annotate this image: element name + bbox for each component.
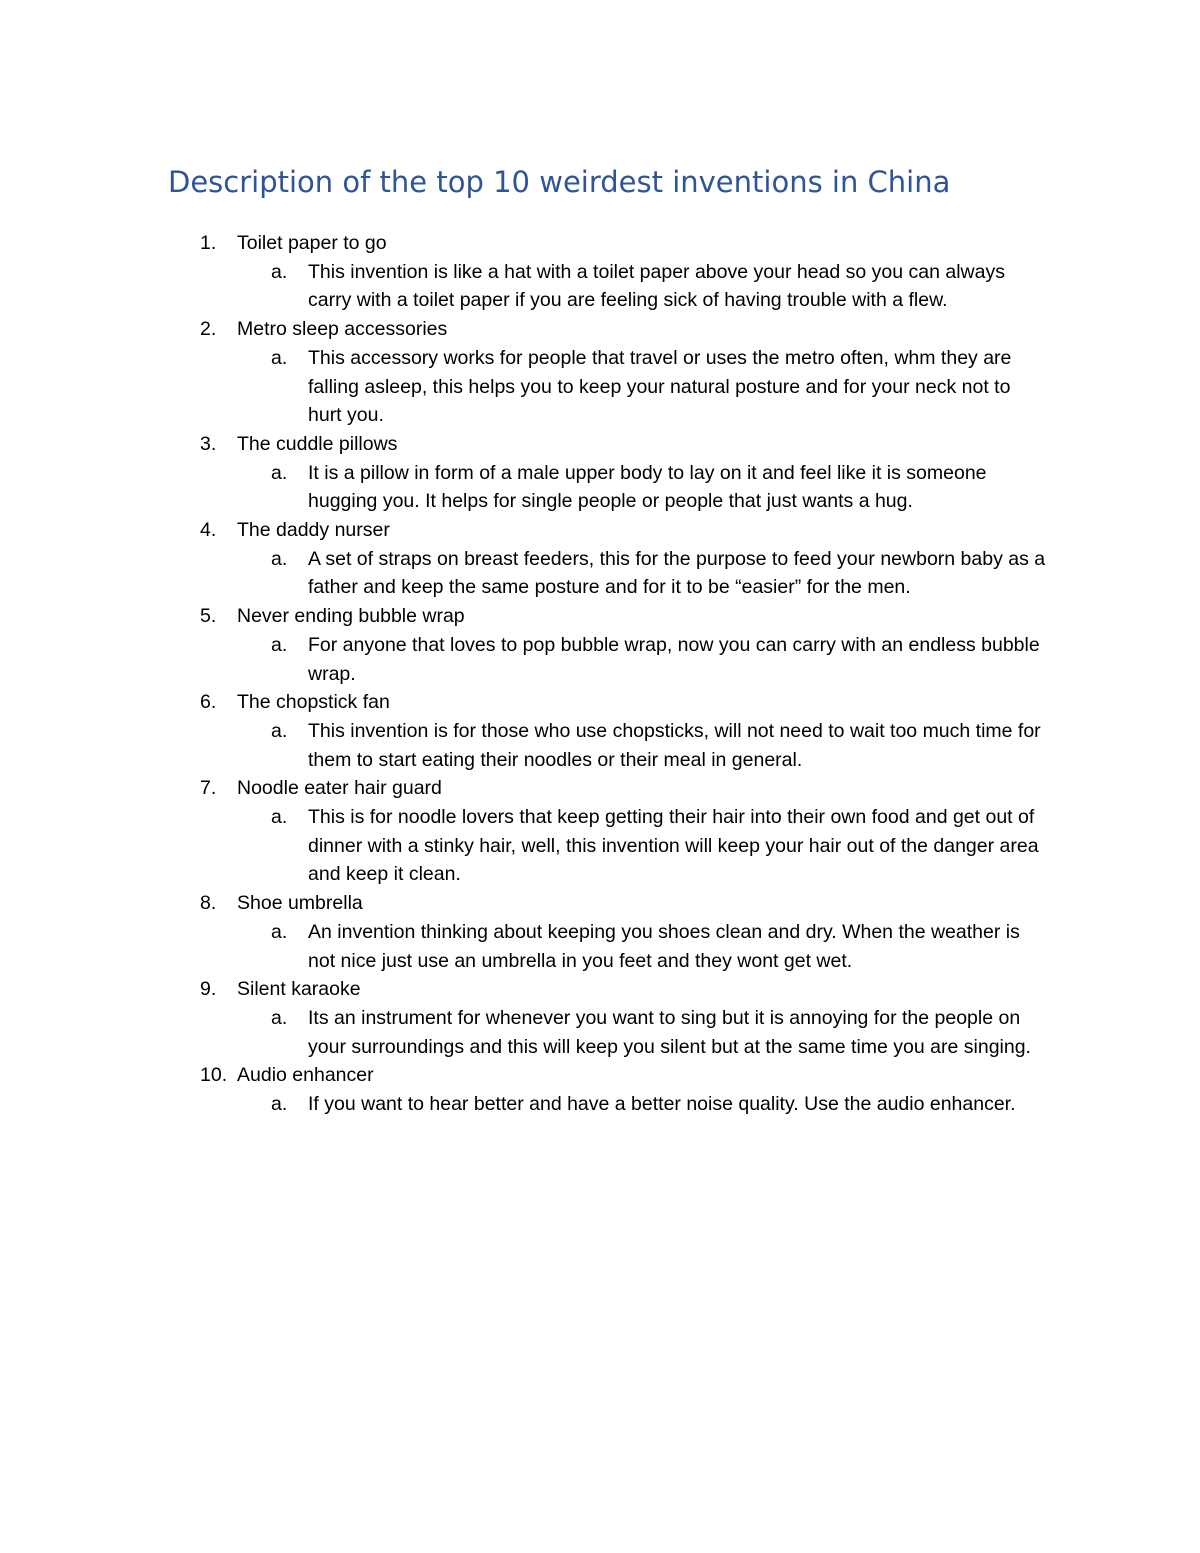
list-item (168, 975, 1048, 1061)
sub-item-letter: a. (271, 260, 288, 283)
item-label: The cuddle pillows (237, 432, 398, 455)
inventions-list (168, 229, 1048, 1119)
sub-list (237, 258, 1048, 315)
list-item (168, 229, 1048, 315)
sub-list (237, 545, 1048, 602)
sub-list-item (237, 717, 1048, 774)
item-number: 5. (200, 605, 217, 628)
sub-list (237, 1090, 1048, 1119)
item-number: 3. (200, 432, 217, 455)
sub-list-item (237, 545, 1048, 602)
list-item (168, 1061, 1048, 1118)
sub-item-letter: a. (271, 1093, 288, 1116)
list-item (168, 602, 1048, 688)
item-description: Its an instrument for whenever you want to sing but it is annoying for the people on your surroundings and this will keep you silent but at the same time you are singing. (308, 1006, 1031, 1058)
item-description: This accessory works for people that travel or uses the metro often, whm they are falling asleep, this helps you to keep your natural posture and for your neck not to hurt you. (308, 346, 1012, 427)
sub-list-item (237, 918, 1048, 975)
sub-list (237, 918, 1048, 975)
sub-list (237, 459, 1048, 516)
item-description: This invention is like a hat with a toilet paper above your head so you can always carry with a toilet paper if you are feeling sick of having trouble with a flew. (308, 260, 1005, 312)
item-description: For anyone that loves to pop bubble wrap, now you can carry with an endless bubble wrap. (308, 633, 1040, 685)
sub-list-item (237, 1090, 1048, 1119)
list-item (168, 516, 1048, 602)
sub-item-letter: a. (271, 920, 288, 943)
item-number: 9. (200, 978, 217, 1001)
item-label: Silent karaoke (237, 978, 361, 1001)
list-item (168, 774, 1048, 889)
sub-item-letter: a. (271, 346, 288, 369)
item-number: 2. (200, 318, 217, 341)
sub-item-letter: a. (271, 719, 288, 742)
item-description: It is a pillow in form of a male upper body to lay on it and feel like it is someone hugging you. It helps for single people or people that just wants a hug. (308, 461, 987, 513)
sub-list-item (237, 1004, 1048, 1061)
sub-item-letter: a. (271, 806, 288, 829)
sub-list (237, 1004, 1048, 1061)
item-label: Noodle eater hair guard (237, 777, 442, 800)
item-number: 1. (200, 232, 217, 254)
item-number: 8. (200, 892, 217, 915)
item-number: 10. (200, 1064, 228, 1087)
item-description: If you want to hear better and have a better noise quality. Use the audio enhancer. (308, 1093, 1016, 1116)
item-description: A set of straps on breast feeders, this for the purpose to feed your newborn baby as a father and keep the same posture and for it to be “easier” for the men. (308, 547, 1046, 599)
item-label: Audio enhancer (237, 1064, 374, 1087)
sub-item-letter: a. (271, 461, 288, 484)
item-label: Never ending bubble wrap (237, 605, 465, 628)
sub-list-item (237, 258, 1048, 315)
item-number: 4. (200, 519, 217, 542)
list-item (168, 315, 1048, 430)
document-title: Description of the top 10 weirdest inventions in China (168, 165, 951, 199)
sub-list (237, 717, 1048, 774)
item-number: 7. (200, 777, 217, 800)
item-label: Shoe umbrella (237, 892, 363, 915)
item-label: The chopstick fan (237, 691, 390, 714)
list-item (168, 430, 1048, 516)
sub-item-letter: a. (271, 633, 288, 656)
item-number: 6. (200, 691, 217, 714)
item-description: An invention thinking about keeping you shoes clean and dry. When the weather is not nice just use an umbrella in you feet and they wont get wet. (308, 920, 1020, 972)
sub-list (237, 631, 1048, 688)
sub-list-item (237, 344, 1048, 430)
item-description: This invention is for those who use chopsticks, will not need to wait too much time for them to start eating their noodles or their meal in general. (308, 719, 1041, 771)
sub-list-item (237, 803, 1048, 889)
item-label: The daddy nurser (237, 519, 390, 542)
item-label: Toilet paper to go (237, 232, 387, 254)
sub-list-item (237, 631, 1048, 688)
sub-item-letter: a. (271, 547, 288, 570)
sub-list (237, 344, 1048, 430)
sub-list (237, 803, 1048, 889)
list-item (168, 889, 1048, 975)
sub-list-item (237, 459, 1048, 516)
item-description: This is for noodle lovers that keep getting their hair into their own food and get out of dinner with a stinky hair, well, this invention will keep your hair out of the danger area and keep it clean. (308, 806, 1039, 886)
item-label: Metro sleep accessories (237, 318, 448, 341)
sub-item-letter: a. (271, 1006, 288, 1029)
list-item (168, 688, 1048, 774)
